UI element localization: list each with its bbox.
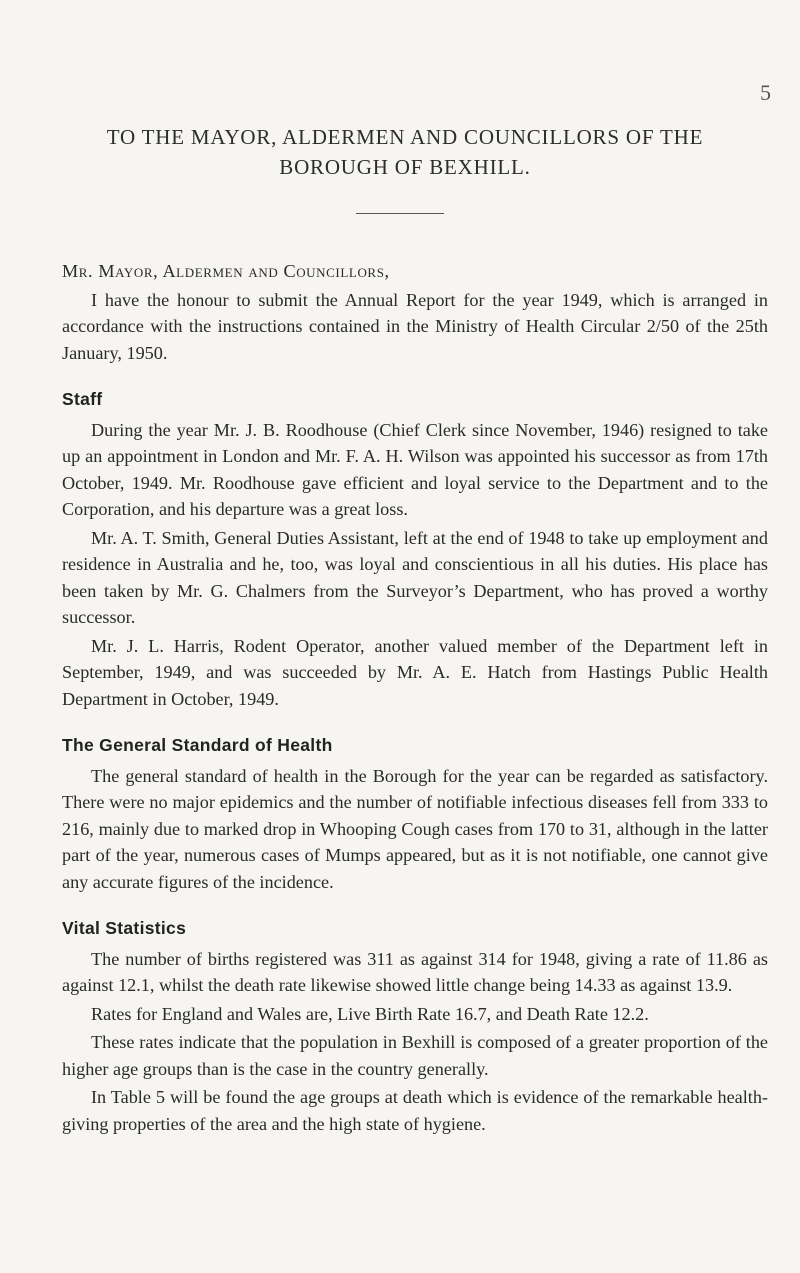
- paragraph: In Table 5 will be found the age groups at death which is evidence of the remarkable health-giving properties of the area and the high state of hygiene.: [62, 1087, 768, 1134]
- report-body: [62, 258, 768, 1137]
- title-line-2: BOROUGH OF BEXHILL.: [279, 155, 531, 179]
- paragraph: Mr. J. L. Harris, Rodent Operator, another valued member of the Department left in September, 1949, and was succeeded by Mr. A. E. Hatch from Hastings Public Health Department in October, 1949.: [62, 635, 768, 709]
- page-number: 5: [760, 80, 771, 105]
- paragraph: These rates indicate that the population in Bexhill is composed of a greater proportion of the higher age groups than is the case in the country generally.: [62, 1032, 768, 1079]
- section-vital-statistics: [62, 915, 768, 1137]
- section-general-standard-of-health: [62, 732, 768, 895]
- intro-paragraph: I have the honour to submit the Annual Report for the year 1949, which is arranged in accordance with the instructions contained in the Ministry of Health Circular 2/50 of the 25th January, 1950.: [62, 289, 768, 363]
- title-line-1: TO THE MAYOR, ALDERMEN AND COUNCILLORS OF THE: [106, 125, 704, 149]
- section-staff: [62, 386, 768, 712]
- title-divider: [356, 213, 444, 214]
- section-heading: The General Standard of Health: [62, 735, 333, 755]
- paragraph: Rates for England and Wales are, Live Birth Rate 16.7, and Death Rate 12.2.: [91, 1003, 649, 1024]
- section-heading: Vital Statistics: [62, 918, 187, 938]
- section-heading: Staff: [62, 389, 103, 409]
- salutation: Mr. Mayor, Aldermen and Councillors,: [62, 261, 390, 281]
- paragraph: During the year Mr. J. B. Roodhouse (Chief Clerk since November, 1946) resigned to take up an appointment in London and Mr. F. A. H. Wilson was appointed his successor as from 17th October, 1949. Mr. Roodhouse gave efficient and loyal service to the Department and to the Corporation, and his departure was a great loss.: [62, 419, 768, 519]
- report-title: [60, 122, 750, 182]
- paragraph: The number of births registered was 311 as against 314 for 1948, giving a rate of 11.86 as against 12.1, whilst the death rate likewise showed little change being 14.33 as against 13.9.: [62, 948, 768, 995]
- paragraph: Mr. A. T. Smith, General Duties Assistant, left at the end of 1948 to take up employment and residence in Australia and he, too, was loyal and conscientious in all his duties. His place has been taken by Mr. G. Chalmers from the Surveyor’s Department, who has proved a worthy successor.: [62, 527, 768, 627]
- paragraph: The general standard of health in the Borough for the year can be regarded as satisfactory. There were no major epidemics and the number of notifiable infectious diseases fell from 333 to 216, mainly due to marked drop in Whooping Cough cases from 170 to 31, although in the latter part of the year, numerous cases of Mumps appeared, but as it is not notifiable, one cannot give any accurate figures of the incidence.: [62, 765, 768, 892]
